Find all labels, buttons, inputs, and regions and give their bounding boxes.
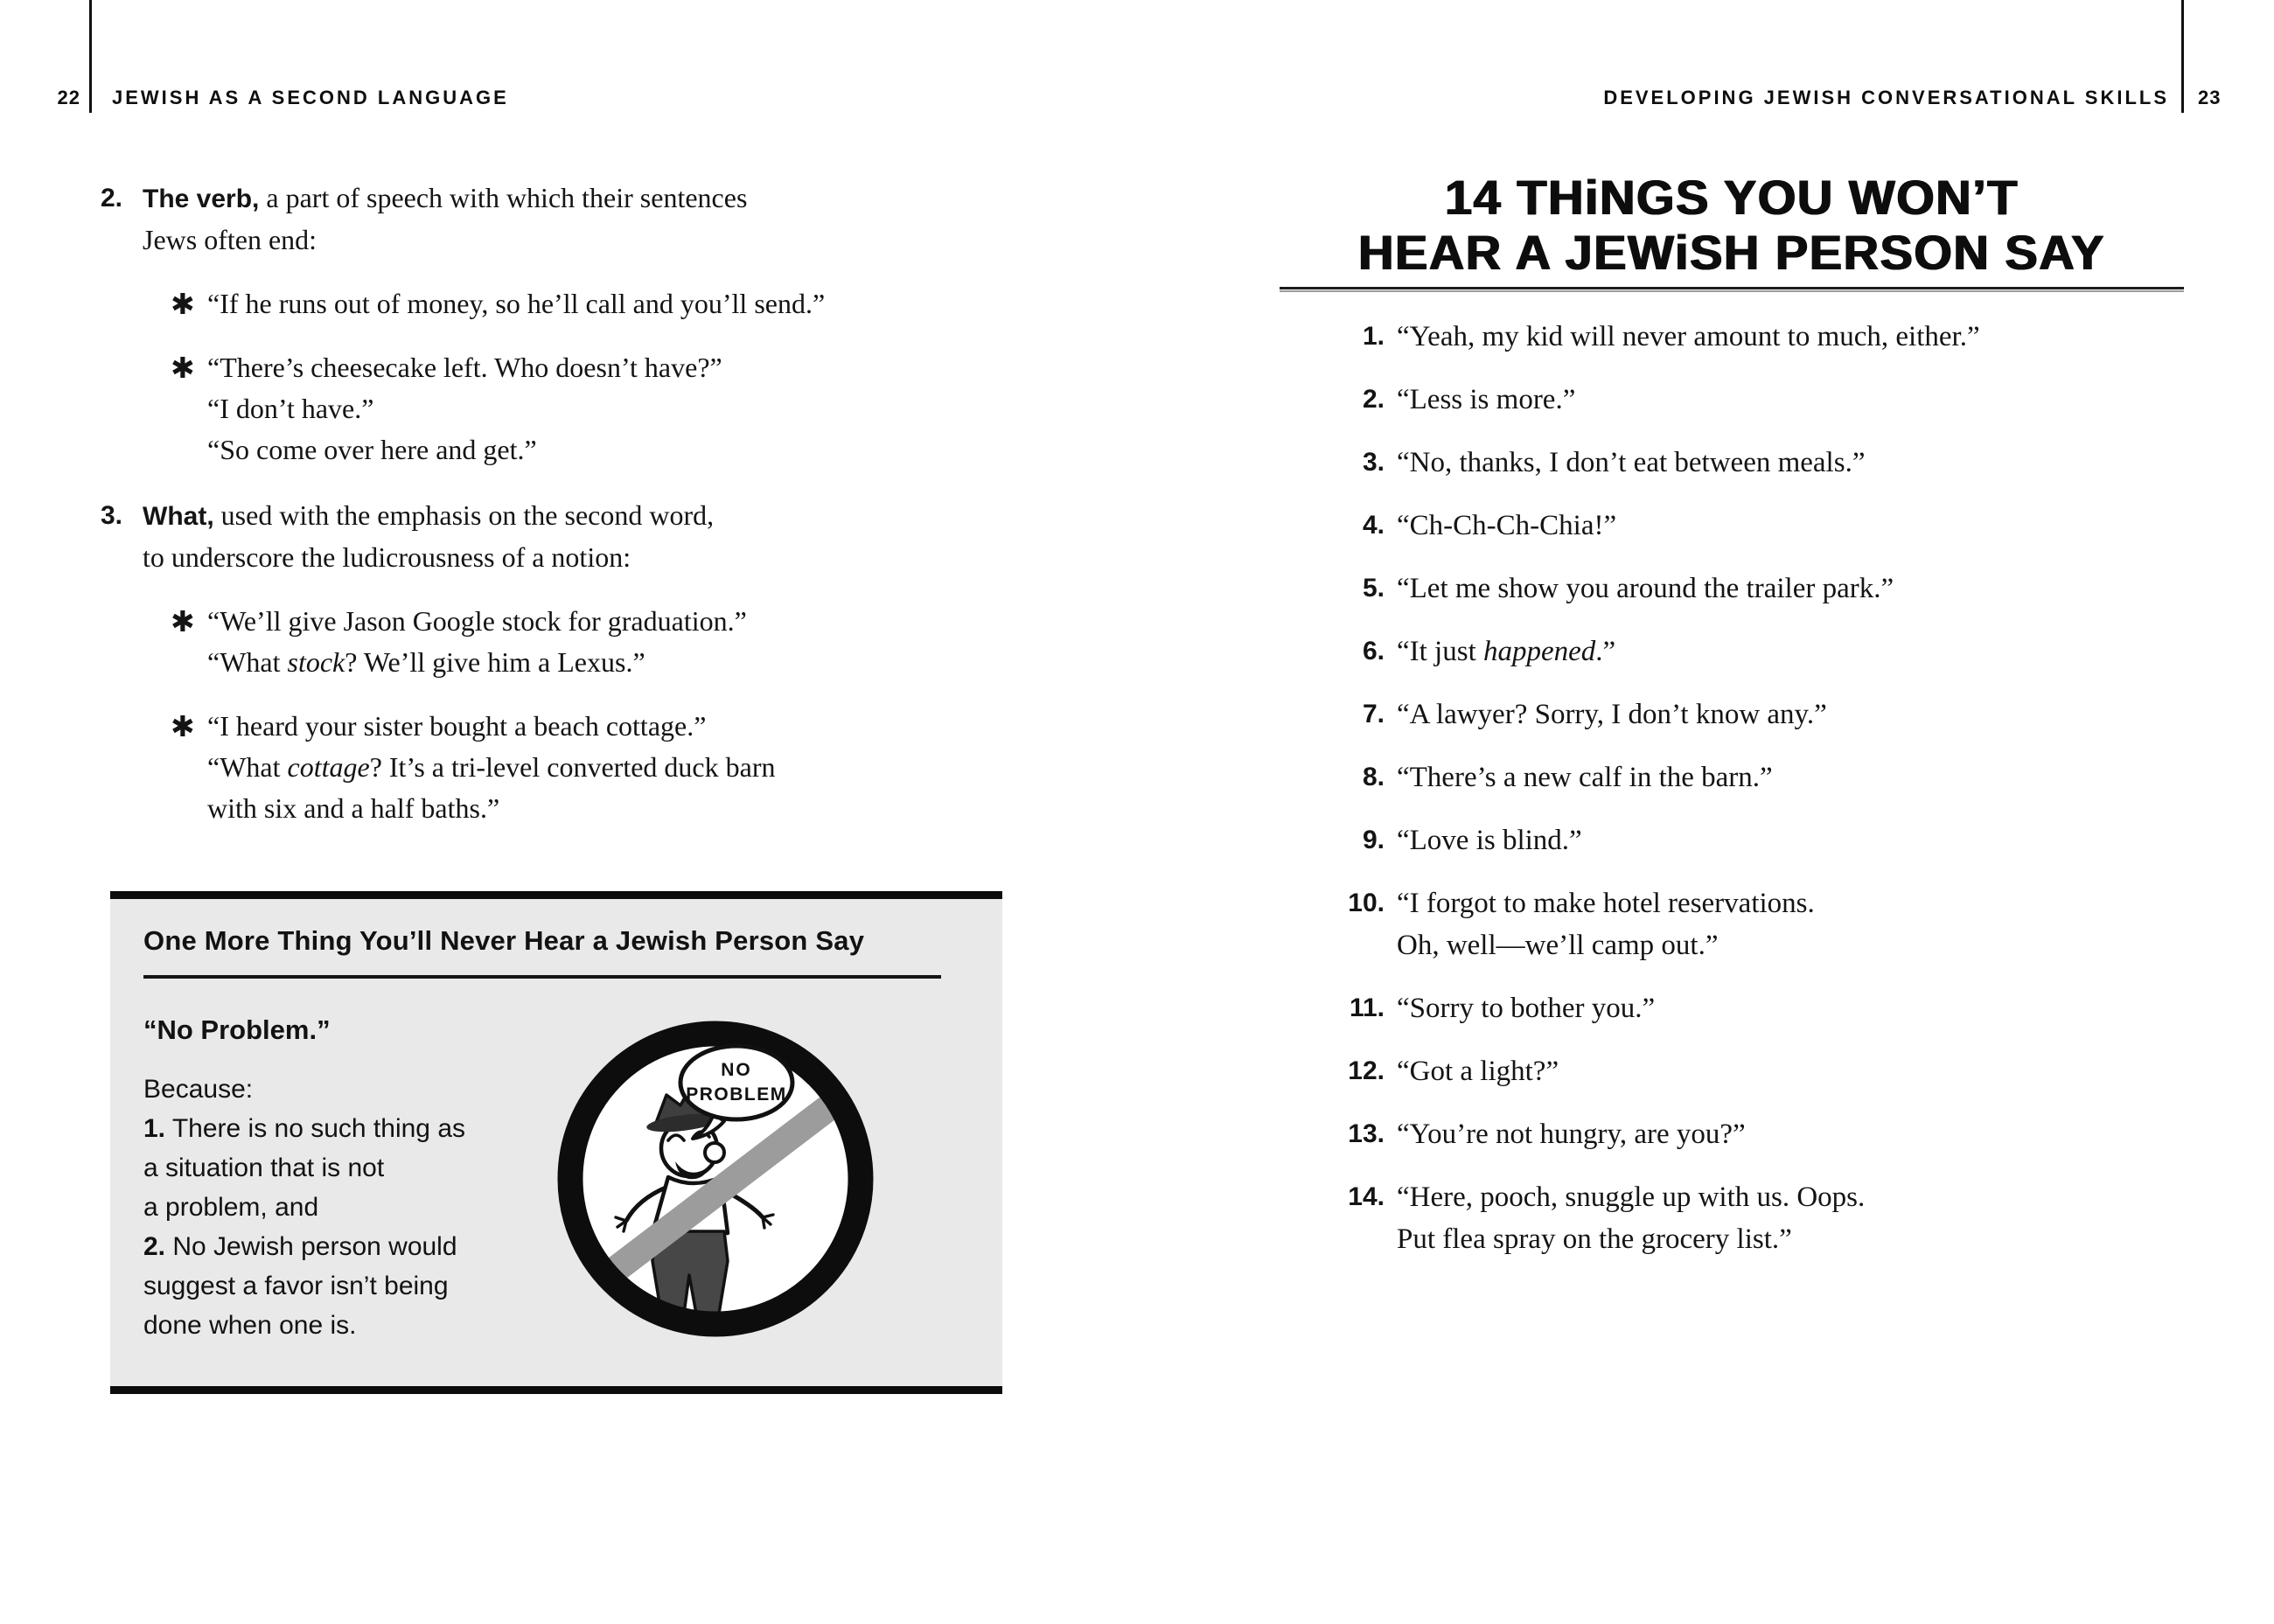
- bold-run: 1.: [143, 1114, 166, 1143]
- text-run: “Let me show you around the trailer park.”: [1397, 573, 1894, 604]
- list-item: [1308, 1113, 2208, 1155]
- text-run: suggest a favor isn’t being: [143, 1272, 449, 1300]
- text-line: [207, 283, 984, 324]
- text-line: [207, 747, 984, 788]
- item-number: 10.: [1348, 889, 1385, 917]
- text-run: There is no such thing as: [165, 1114, 466, 1143]
- bullet-text: [207, 347, 984, 470]
- item-number: 7.: [1362, 700, 1385, 728]
- text-line: [143, 537, 984, 578]
- text-run: “No, thanks, I don’t eat between meals.”: [1397, 447, 1866, 478]
- item-text: [1397, 505, 2208, 547]
- text-run: “I forgot to make hotel reservations.: [1397, 888, 1815, 919]
- text-line: [1397, 568, 2208, 610]
- item-number: 3.: [1362, 448, 1385, 477]
- item-text: [1397, 631, 2208, 673]
- item-number: 6.: [1362, 637, 1385, 666]
- text-line: [1397, 1113, 2208, 1155]
- item-number: 12.: [1348, 1056, 1385, 1085]
- text-run: to underscore the ludicrousness of a notion:: [143, 541, 631, 573]
- list-item: [1308, 1050, 2208, 1092]
- list-item: [1308, 756, 2208, 798]
- item-number: 1.: [1362, 322, 1385, 351]
- text-run: done when one is.: [143, 1311, 357, 1340]
- list-item: [1308, 442, 2208, 484]
- chapter-title: [1280, 170, 2184, 280]
- text-line: [1397, 442, 2208, 484]
- text-run: “Got a light?”: [1397, 1056, 1559, 1087]
- list-item: [1308, 819, 2208, 861]
- box-divider: [143, 975, 941, 979]
- text-line: [1397, 882, 2208, 924]
- text-run: a situation that is not: [143, 1154, 385, 1182]
- text-line: [207, 388, 984, 429]
- text-run: ? We’ll give him a Lexus.”: [345, 646, 645, 678]
- item-text: [1397, 1176, 2208, 1260]
- text-run: “There’s cheesecake left. Who doesn’t have?”: [207, 352, 722, 383]
- text-line: [1397, 987, 2208, 1029]
- item-text: [143, 495, 984, 578]
- left-items: [101, 178, 984, 829]
- bullet-text: [207, 283, 984, 324]
- item-text: [1397, 882, 2208, 966]
- list-item: [1308, 1176, 2208, 1260]
- box-quote: “No Problem.”: [143, 1014, 331, 1045]
- text-line: [143, 178, 984, 220]
- text-line: [207, 788, 984, 829]
- text-run: a problem, and: [143, 1193, 319, 1222]
- list-item: [1308, 694, 2208, 735]
- text-run: “It just: [1397, 636, 1483, 667]
- text-line: [1397, 1218, 2208, 1260]
- list-item: [1308, 987, 2208, 1029]
- item-number: 2.: [101, 184, 123, 213]
- list-item: [1308, 568, 2208, 610]
- text-run: a part of speech with which their sentences: [259, 182, 748, 213]
- list-item: [101, 178, 984, 261]
- asterisk-icon: ✱: [171, 604, 195, 638]
- text-line: [207, 347, 984, 388]
- running-head-right: DEVELOPING JEWISH CONVERSATIONAL SKILLS: [1603, 87, 2169, 108]
- item-text: [1397, 987, 2208, 1029]
- bullet-item: [101, 601, 984, 683]
- text-line: [207, 429, 984, 470]
- text-run: “There’s a new calf in the barn.”: [1397, 762, 1773, 793]
- chapter-title-rule: [1280, 287, 2184, 292]
- text-line: [1397, 1050, 2208, 1092]
- text-run: “So come over here and get.”: [207, 434, 537, 465]
- item-number: 3.: [101, 501, 123, 530]
- text-run: “I heard your sister bought a beach cottage.”: [207, 710, 707, 742]
- running-head-left: JEWISH AS A SECOND LANGUAGE: [112, 87, 509, 108]
- italic-run: happened: [1482, 636, 1596, 667]
- text-run: “Here, pooch, snuggle up with us. Oops.: [1397, 1181, 1866, 1213]
- bullet-item: [101, 347, 984, 470]
- item-text: [1397, 819, 2208, 861]
- text-line: [1397, 819, 2208, 861]
- item-number: 4.: [1362, 511, 1385, 540]
- item-text: [143, 178, 984, 261]
- bubble-text-line1: NO: [721, 1060, 752, 1080]
- text-line: [143, 495, 984, 537]
- text-line: [1397, 756, 2208, 798]
- italic-run: stock: [287, 646, 345, 678]
- header-rule-right: [2181, 0, 2184, 113]
- text-line: [143, 220, 984, 261]
- box-title: One More Thing You’ll Never Hear a Jewish Person Say: [143, 925, 865, 956]
- item-text: [1397, 1113, 2208, 1155]
- item-text: [1397, 756, 2208, 798]
- asterisk-icon: ✱: [171, 287, 195, 321]
- text-line: [1397, 505, 2208, 547]
- page-number-left: 22: [57, 87, 80, 108]
- text-run: “If he runs out of money, so he’ll call and you’ll send.”: [207, 288, 826, 319]
- text-run: with six and a half baths.”: [207, 792, 500, 824]
- text-run: used with the emphasis on the second word,: [213, 499, 715, 531]
- asterisk-icon: ✱: [171, 351, 195, 385]
- item-number: 14.: [1348, 1182, 1385, 1211]
- text-line: [207, 601, 984, 642]
- list-item: [1308, 882, 2208, 966]
- bold-run: 2.: [143, 1232, 166, 1261]
- text-run: “I don’t have.”: [207, 393, 374, 424]
- text-run: “A lawyer? Sorry, I don’t know any.”: [1397, 699, 1827, 730]
- text-run: “Love is blind.”: [1397, 825, 1582, 856]
- no-problem-cartoon: [551, 1011, 882, 1345]
- item-text: [1397, 442, 2208, 484]
- text-run: “Ch-Ch-Ch-Chia!”: [1397, 510, 1617, 541]
- text-run: “You’re not hungry, are you?”: [1397, 1119, 1746, 1150]
- chapter-title-line1: 14 THiNGS YOU WON’T: [1445, 170, 2019, 225]
- item-text: [1397, 568, 2208, 610]
- item-number: 2.: [1362, 385, 1385, 414]
- text-line: [1397, 1176, 2208, 1218]
- text-run: No Jewish person would: [165, 1232, 457, 1261]
- text-run: .”: [1595, 636, 1616, 667]
- box-because: Because:: [143, 1075, 254, 1104]
- item-number: 13.: [1348, 1119, 1385, 1148]
- bullet-text: [207, 601, 984, 683]
- text-line: [207, 706, 984, 747]
- text-run: “We’ll give Jason Google stock for graduation.”: [207, 605, 747, 637]
- text-line: [1397, 379, 2208, 421]
- list-item: [1308, 631, 2208, 673]
- bullet-text: [207, 706, 984, 829]
- item-text: [1397, 694, 2208, 735]
- text-run: ? It’s a tri-level converted duck barn: [369, 751, 776, 783]
- text-run: Put flea spray on the grocery list.”: [1397, 1223, 1792, 1255]
- chapter-title-line2: HEAR A JEWiSH PERSON SAY: [1358, 225, 2105, 280]
- text-run: “Less is more.”: [1397, 384, 1576, 415]
- list-item: [1308, 505, 2208, 547]
- bold-run: The verb,: [143, 185, 260, 213]
- item-number: 8.: [1362, 763, 1385, 791]
- text-line: [1397, 924, 2208, 966]
- text-line: [1397, 694, 2208, 735]
- bold-run: What,: [143, 502, 214, 531]
- item-text: [1397, 1050, 2208, 1092]
- italic-run: cottage: [287, 751, 370, 783]
- right-list: [1308, 316, 2208, 1281]
- header-rule-left: [89, 0, 92, 113]
- bullet-item: [101, 706, 984, 829]
- item-text: [1397, 379, 2208, 421]
- text-run: “Yeah, my kid will never amount to much, either.”: [1397, 321, 1980, 352]
- text-run: “What: [207, 751, 288, 783]
- page-number-right: 23: [2198, 87, 2222, 108]
- item-number: 9.: [1362, 826, 1385, 854]
- list-item: [1308, 379, 2208, 421]
- list-item: [1308, 316, 2208, 358]
- item-text: [1397, 316, 2208, 358]
- asterisk-icon: ✱: [171, 709, 195, 743]
- text-line: [207, 642, 984, 683]
- bubble-text-line2: PROBLEM: [686, 1084, 787, 1105]
- text-line: [1397, 631, 2208, 673]
- item-number: 11.: [1349, 993, 1385, 1022]
- text-line: [1397, 316, 2208, 358]
- item-number: 5.: [1362, 574, 1385, 603]
- bullet-item: [101, 283, 984, 324]
- text-run: Jews often end:: [143, 224, 317, 255]
- list-item: [101, 495, 984, 578]
- text-run: “What: [207, 646, 288, 678]
- text-run: Oh, well—we’ll camp out.”: [1397, 930, 1719, 961]
- text-run: “Sorry to bother you.”: [1397, 993, 1656, 1024]
